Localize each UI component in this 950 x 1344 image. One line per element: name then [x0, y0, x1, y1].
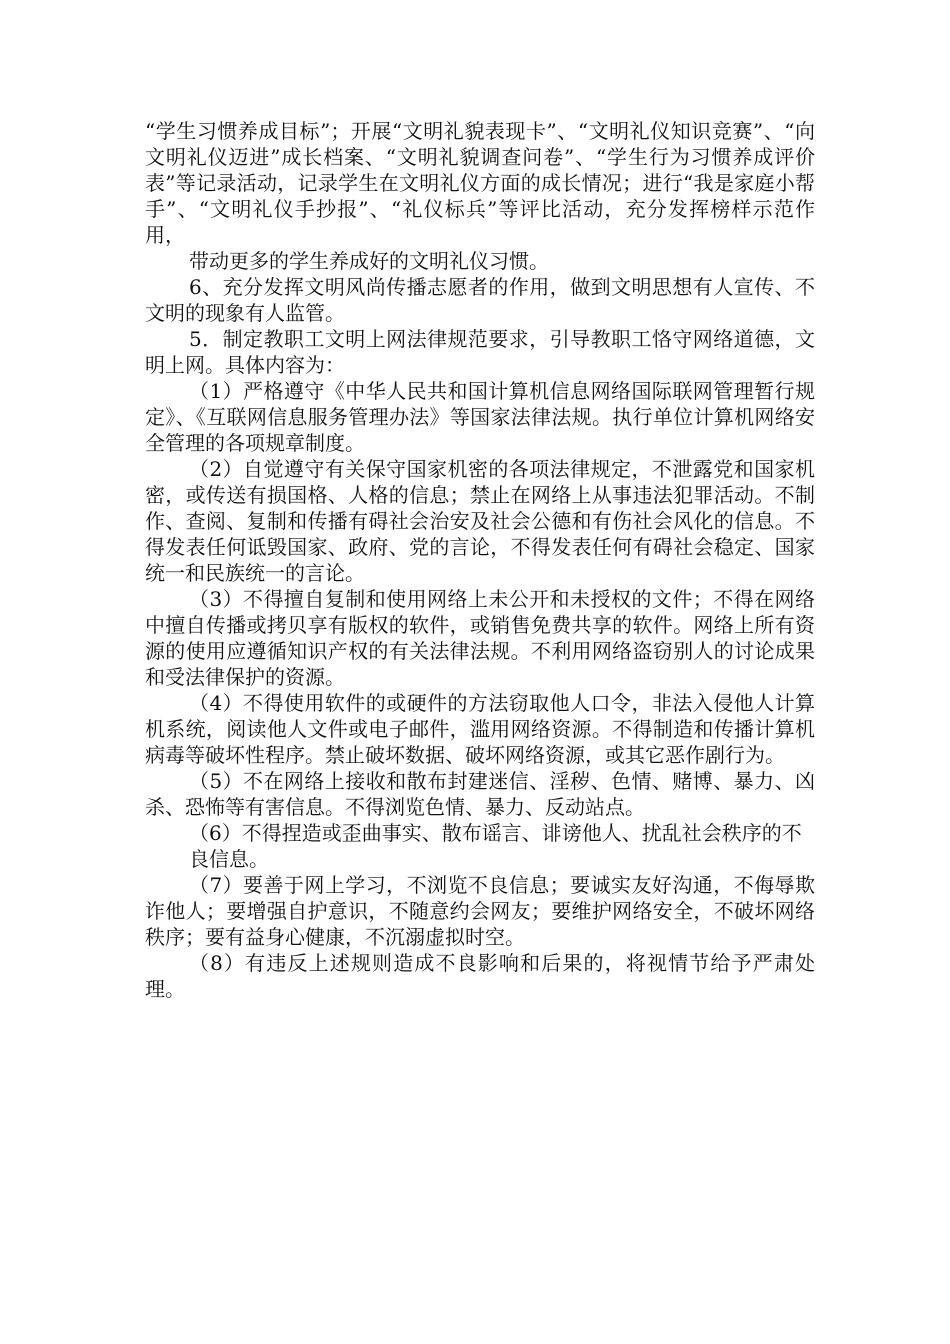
paragraph-item-5-internet-rules: 5．制定教职工文明上网法律规范要求，引导教职工恪守网络道德，文明上网。具体内容为：: [145, 327, 815, 377]
paragraph-rule-6: （6）不得捏造或歪曲事实、散布谣言、诽谤他人、扰乱社会秩序的不: [189, 821, 802, 845]
paragraph-habit-activities: “学生习惯养成目标”；开展“文明礼貌表现卡”、“文明礼仪知识竞赛”、“向文明礼仪迈进”成长档案、“文明礼貌调查问卷”、“学生行为习惯养成评价表”等记录活动，记录学生在文明礼仪方面的成长情况；进行“我是家庭小帮手”、“文明礼仪手抄报”、“礼仪标兵”等评比活动，充分发挥榜样示范作用，: [145, 119, 815, 247]
paragraph-rule-3: （3）不得擅自复制和使用网络上未公开和未授权的文件；不得在网络中擅自传播或拷贝享有版权的软件，或销售免费共享的软件。网络上所有资源的使用应遵循知识产权的有关法律法规。不利用网络盗窃别人的讨论成果和受法律保护的资源。: [145, 587, 815, 689]
paragraph-rule-4: （4）不得使用软件的或硬件的方法窃取他人口令，非法入侵他人计算机系统，阅读他人文件或电子邮件，滥用网络资源。不得制造和传播计算机病毒等破坏性程序。禁止破坏数据、破坏网络资源，或其它恶作剧行为。: [145, 691, 815, 767]
paragraph-habit-conclusion: 带动更多的学生养成好的文明礼仪习惯。: [189, 249, 549, 273]
paragraph-rule-5: （5）不在网络上接收和散布封建迷信、淫秽、色情、赌博、暴力、凶杀、恐怖等有害信息。不得浏览色情、暴力、反动站点。: [145, 769, 815, 819]
paragraph-rule-8: （8）有违反上述规则造成不良影响和后果的，将视情节给予严肃处理。: [145, 951, 815, 1001]
paragraph-item-6-volunteers: 6、充分发挥文明风尚传播志愿者的作用，做到文明思想有人宣传、不文明的现象有人监管。: [145, 275, 815, 325]
document-body: [145, 118, 815, 1002]
paragraph-rule-7: （7）要善于网上学习，不浏览不良信息；要诚实友好沟通，不侮辱欺诈他人；要增强自护意识，不随意约会网友；要维护网络安全，不破坏网络秩序；要有益身心健康，不沉溺虚拟时空。: [145, 873, 815, 949]
paragraph-rule-6-continued: 良信息。: [189, 847, 269, 871]
paragraph-rule-1: （1）严格遵守《中华人民共和国计算机信息网络国际联网管理暂行规定》、《互联网信息服务管理办法》等国家法律法规。执行单位计算机网络安全管理的各项规章制度。: [145, 379, 815, 455]
paragraph-rule-2: （2）自觉遵守有关保守国家机密的各项法律规定，不泄露党和国家机密，或传送有损国格、人格的信息；禁止在网络上从事违法犯罪活动。不制作、查阅、复制和传播有碍社会治安及社会公德和有伤社会风化的信息。不得发表任何诋毁国家、政府、党的言论，不得发表任何有碍社会稳定、国家统一和民族统一的言论。: [145, 457, 815, 585]
